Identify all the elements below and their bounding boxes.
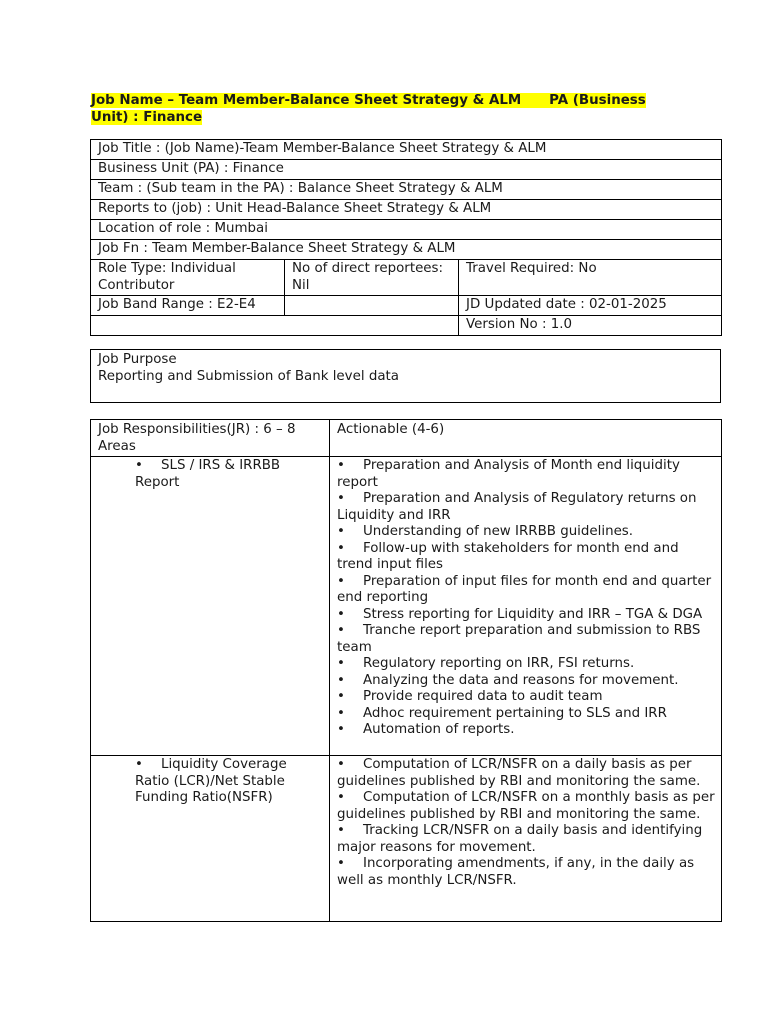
action-item: • Tranche report preparation and submission to RBS team xyxy=(337,623,701,655)
jr-area-cell xyxy=(91,756,330,922)
job-purpose-table xyxy=(90,349,721,403)
jr-actions-cell xyxy=(330,756,722,922)
job-heading-line2: Unit) : Finance xyxy=(91,110,203,125)
responsibilities-header: Job Responsibilities(JR) : 6 – 8 Areas xyxy=(91,420,330,457)
responsibilities-table xyxy=(90,419,722,922)
jr-area-label: Liquidity Coverage Ratio (LCR)/Net Stable Funding Ratio(NSFR) xyxy=(135,757,287,805)
actionable-header: Actionable (4-6) xyxy=(330,420,722,457)
bullet-icon: • xyxy=(135,757,143,772)
bullet-icon: • xyxy=(337,722,345,737)
action-list xyxy=(337,458,715,739)
direct-reportees-cell: No of direct reportees: Nil xyxy=(285,260,459,296)
job-info-table xyxy=(90,139,722,336)
version-cell: Version No : 1.0 xyxy=(459,316,722,336)
action-item: • Incorporating amendments, if any, in the daily as well as monthly LCR/NSFR. xyxy=(337,856,695,888)
role-type-cell: Role Type: Individual Contributor xyxy=(91,260,285,296)
action-item: • Follow-up with stakeholders for month end and trend input files xyxy=(337,540,679,572)
bullet-icon: • xyxy=(337,491,345,506)
job-heading xyxy=(91,92,691,126)
action-item: • Preparation and Analysis of Regulatory returns on Liquidity and IRR xyxy=(337,491,697,523)
job-purpose-text: Reporting and Submission of Bank level data xyxy=(98,368,399,384)
bullet-icon: • xyxy=(337,606,345,622)
action-item: • Understanding of new IRRBB guidelines. xyxy=(337,524,634,539)
bullet-icon: • xyxy=(337,689,345,704)
job-purpose-label: Job Purpose xyxy=(98,352,177,367)
action-item: • Computation of LCR/NSFR on a daily basis as per guidelines published by RBI and monitoring the same. xyxy=(337,757,701,789)
bullet-icon: • xyxy=(337,856,345,871)
action-item: • Adhoc requirement pertaining to SLS and IRR xyxy=(337,705,667,721)
jd-updated-cell: JD Updated date : 02-01-2025 xyxy=(459,296,722,316)
bullet-icon: • xyxy=(337,705,345,721)
action-item: • Preparation and Analysis of Month end liquidity report xyxy=(337,458,680,490)
action-item: • Computation of LCR/NSFR on a monthly basis as per guidelines published by RBI and monitoring the same. xyxy=(337,790,715,822)
job-band-cell: Job Band Range : E2-E4 xyxy=(91,296,285,316)
empty-cell xyxy=(91,316,459,336)
responsibility-row xyxy=(91,457,722,756)
jr-actions-cell xyxy=(330,457,722,756)
bullet-icon: • xyxy=(337,656,345,671)
action-list xyxy=(337,757,715,889)
bullet-icon: • xyxy=(337,573,345,589)
business-unit-cell: Business Unit (PA) : Finance xyxy=(91,160,722,180)
job-heading-line1: Job Name – Team Member-Balance Sheet Strategy & ALM PA (Business xyxy=(91,93,646,108)
bullet-icon: • xyxy=(337,540,345,556)
reports-to-cell: Reports to (job) : Unit Head-Balance Sheet Strategy & ALM xyxy=(91,200,722,220)
bullet-icon: • xyxy=(337,458,345,473)
action-item: • Preparation of input files for month end and quarter end reporting xyxy=(337,573,712,605)
action-item: • Stress reporting for Liquidity and IRR – TGA & DGA xyxy=(337,606,703,622)
jr-area-cell xyxy=(91,457,330,756)
travel-cell: Travel Required: No xyxy=(459,260,722,296)
job-title-cell: Job Title : (Job Name)-Team Member-Balance Sheet Strategy & ALM xyxy=(91,140,722,160)
bullet-icon: • xyxy=(337,757,345,772)
job-fn-cell: Job Fn : Team Member-Balance Sheet Strategy & ALM xyxy=(91,240,722,260)
jr-area-label: SLS / IRS & IRRBB Report xyxy=(135,458,281,490)
team-cell: Team : (Sub team in the PA) : Balance Sheet Strategy & ALM xyxy=(91,180,722,200)
bullet-icon: • xyxy=(337,823,345,838)
action-item: • Analyzing the data and reasons for movement. xyxy=(337,672,679,688)
location-cell: Location of role : Mumbai xyxy=(91,220,722,240)
bullet-icon: • xyxy=(337,623,345,638)
action-item: • Provide required data to audit team xyxy=(337,689,603,704)
bullet-icon: • xyxy=(135,458,143,473)
responsibility-row xyxy=(91,756,722,922)
bullet-icon: • xyxy=(337,790,345,805)
bullet-icon: • xyxy=(337,524,345,539)
action-item: • Tracking LCR/NSFR on a daily basis and identifying major reasons for movement. xyxy=(337,823,703,855)
bullet-icon: • xyxy=(337,672,345,688)
empty-cell xyxy=(285,296,459,316)
action-item: • Regulatory reporting on IRR, FSI returns. xyxy=(337,656,635,671)
job-purpose-cell xyxy=(91,350,721,403)
action-item: • Automation of reports. xyxy=(337,722,515,737)
